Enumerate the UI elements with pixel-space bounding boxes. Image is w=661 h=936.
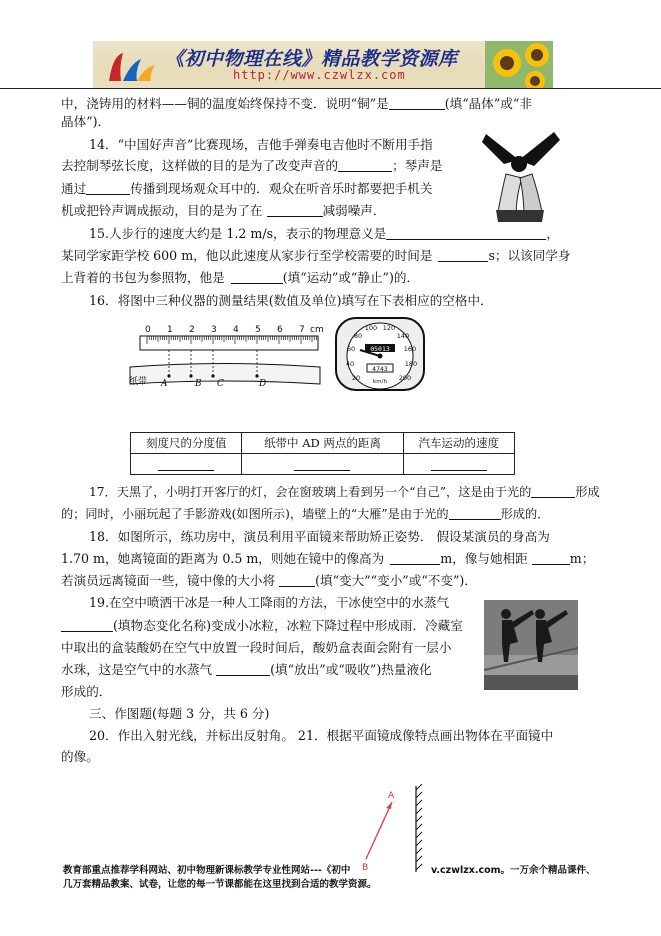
text-line: 中，浇铸用的材料——铜的温度始终保持不变．说明“铜”是 (填“晶体”或“非 <box>61 96 532 111</box>
footer-line-2: 几万套精品教案、试卷，让您的每一节课都能在这里找到合适的教学资源。 <box>63 879 377 890</box>
odometer-readout: 05013 <box>370 345 390 353</box>
header-banner <box>93 41 553 88</box>
sunflower-icon <box>485 41 553 88</box>
point-label: B <box>195 379 202 389</box>
trip-readout: 4743 <box>372 365 388 373</box>
answer-blank[interactable] <box>279 573 315 587</box>
question-20-21: 20．作出入射光线，并标出反射角。 21．根据平面镜成像特点画出物体在平面镜中 <box>89 728 554 743</box>
tick-label: 0 <box>145 325 151 335</box>
text-line: (填物态变化名称)变成小冰粒，冰粒下降过程中形成雨．冷藏室 <box>61 618 463 634</box>
answer-table <box>130 432 515 475</box>
dial-label: 180 <box>404 360 418 368</box>
dial-label: 20 <box>351 374 361 382</box>
question-18: 18．如图所示，练功房中，演员利用平面镜来帮助矫正姿势． 假设某演员的身高为 <box>89 529 550 544</box>
dancers-mirror-image <box>484 600 578 690</box>
question-16: 16．将图中三种仪器的测量结果(数值及单位)填写在下表相应的空格中． <box>89 293 493 308</box>
question-17: 17．天黑了，小明打开客厅的灯，会在窗玻璃上看到另一个“自己”，这是由于光的 形成 <box>89 485 600 499</box>
tick-label: 3 <box>211 325 217 335</box>
dial-label: 160 <box>403 345 417 353</box>
point-label: D <box>259 379 267 389</box>
answer-blank[interactable] <box>216 662 270 676</box>
text-line: 若演员远离镜面一些，镜中像的大小将 (填“变大”“变小”或“不变”)． <box>61 573 477 588</box>
footer-line-1-left: 教育部重点推荐学科网站、初中物理新课标教学专业性网站---《初中 <box>63 865 351 876</box>
tape-label: 纸带 <box>129 377 148 387</box>
answer-blank[interactable] <box>532 551 570 565</box>
question-15: 15.人步行的速度大约是 1.2 m/s，表示的物理意义是 ， <box>89 226 559 241</box>
tick-label: 1 <box>167 325 173 335</box>
dial-label: 140 <box>396 332 410 340</box>
text-line: 晶体”)． <box>61 114 111 129</box>
section-heading: 三、作图题(每题 3 分，共 6 分) <box>89 706 270 721</box>
answer-blank[interactable] <box>231 270 283 284</box>
answer-blank[interactable] <box>438 248 488 262</box>
text-line: 1.70 m，她离镜面的距离为 0.5 m，则她在镜中的像高为 m，像与她相距 m； <box>61 551 595 566</box>
table-cell[interactable] <box>131 454 242 475</box>
answer-blank[interactable] <box>61 618 113 632</box>
answer-blank[interactable] <box>386 226 546 240</box>
table-header: 汽车运动的速度 <box>403 433 514 454</box>
answer-blank[interactable] <box>267 203 323 217</box>
text-line: 的像。 <box>61 749 99 764</box>
text-line: 形成的． <box>61 684 112 699</box>
text-line: 水珠，这是空气中的水蒸气 (填“放出”或“吸收”)热量液化 <box>61 662 432 677</box>
ruler-figure <box>125 322 325 402</box>
header-rule <box>0 88 661 89</box>
logo-icon <box>101 47 161 85</box>
text-line: 机或把铃声调成振动，目的是为了在 减弱噪声． <box>61 203 386 218</box>
dial-label: 60 <box>346 345 356 353</box>
ruler-unit: cm <box>310 325 324 335</box>
answer-blank[interactable] <box>449 506 501 520</box>
question-19: 19.在空中喷洒干冰是一种人工降雨的方法，干冰使空中的水蒸气 <box>89 595 450 610</box>
banner-title: 《初中物理在线》精品教学资源库 <box>165 48 458 70</box>
tick-label: 2 <box>189 325 195 335</box>
point-label: A <box>161 379 168 389</box>
banner-url: http://www.czwlzx.com <box>233 68 406 82</box>
answer-blank[interactable] <box>86 181 130 195</box>
tick-label: 5 <box>255 325 261 335</box>
answer-blank[interactable] <box>531 484 575 498</box>
text-line: 某同学家距学校 600 m，他以此速度从家步行至学校需要的时间是 s；以该同学身 <box>61 248 571 263</box>
answer-blank[interactable] <box>338 158 392 172</box>
tick-label: 7 <box>299 325 305 335</box>
table-header: 刻度尺的分度值 <box>131 433 242 454</box>
text-line: 上背着的书包为参照物，他是 (填“运动”或“静止”)的． <box>61 270 420 285</box>
text-line: 去控制琴弦长度，这样做的目的是为了改变声音的 ；琴声是 <box>61 158 443 173</box>
point-b-label: B <box>362 863 369 872</box>
tick-label: 6 <box>277 325 283 335</box>
speedometer-figure <box>334 316 426 392</box>
dial-label: 80 <box>353 332 363 340</box>
table-header: 纸带中 AD 两点的距离 <box>242 433 403 454</box>
table-cell[interactable] <box>242 454 403 475</box>
dial-label: 200 <box>398 374 412 382</box>
point-label: C <box>217 379 224 389</box>
dial-label: 100 <box>364 324 378 332</box>
footer-line-1-right: v.czwlzx.com。一万余个精品课件、 <box>431 865 596 876</box>
point-a-label: A <box>388 791 395 801</box>
speed-unit: km/h <box>373 379 387 385</box>
mirror-diagram <box>350 784 440 872</box>
text-line: 的；同时，小丽玩起了手影游戏(如图所示)，墙壁上的“大雁”是由于光的 形成的． <box>61 507 550 521</box>
tick-label: 4 <box>233 325 239 335</box>
dial-label: 40 <box>345 360 355 368</box>
text-line: 中取出的盒装酸奶在空气中放置一段时间后，酸奶盒表面会附有一层小 <box>61 640 452 655</box>
dial-label: 120 <box>382 324 396 332</box>
hand-shadow-bird-image <box>476 130 562 222</box>
answer-blank[interactable] <box>389 96 445 110</box>
question-14: 14．“中国好声音”比赛现场，吉他手弹奏电吉他时不断用手指 <box>89 137 433 152</box>
text-line: 通过 传播到现场观众耳中的．观众在听音乐时都要把手机关 <box>61 181 433 196</box>
table-cell[interactable] <box>403 454 514 475</box>
answer-blank[interactable] <box>390 551 440 565</box>
